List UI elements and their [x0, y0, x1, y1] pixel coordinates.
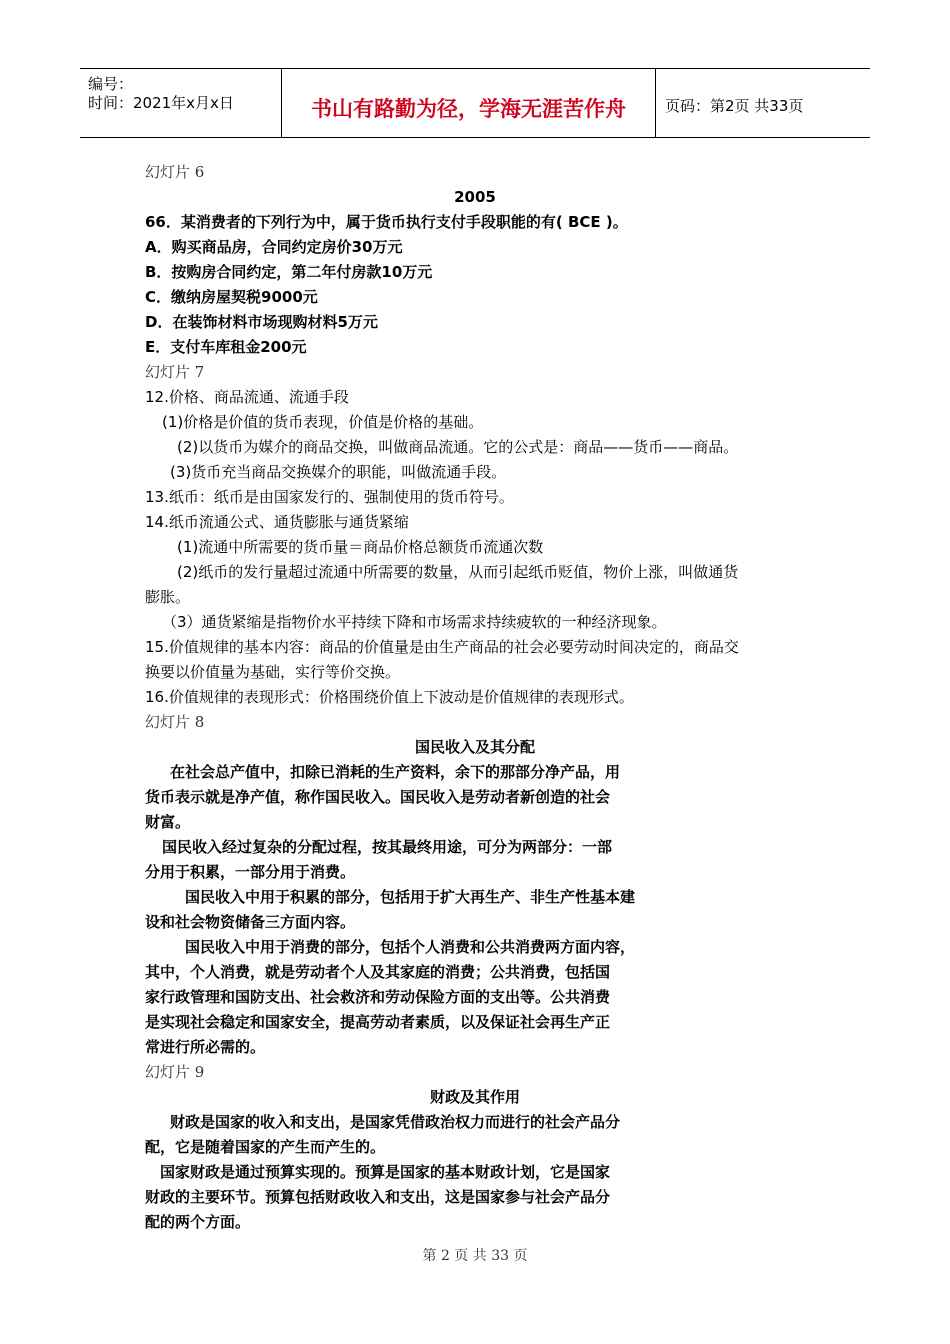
text-line: 换要以价值量为基础，实行等价交换。: [145, 663, 401, 681]
text-line: (2)纸币的发行量超过流通中所需要的数量，从而引起纸币贬值，物价上涨，叫做通货: [177, 563, 739, 581]
motto: 书山有路勤为径，学海无涯苦作舟: [311, 97, 626, 121]
text-line: 16.价值规律的表现形式：价格围绕价值上下波动是价值规律的表现形式。: [145, 688, 634, 706]
document-number: 编号：: [88, 75, 134, 93]
question: 66．某消费者的下列行为中，属于货币执行支付手段职能的有( BCE )。: [145, 213, 628, 231]
text-line: 设和社会物资储备三方面内容。: [145, 913, 356, 931]
document-date: 时间：2021年x月x日: [88, 94, 234, 112]
text-line: 国民收入中用于积累的部分，包括用于扩大再生产、非生产性基本建: [185, 888, 636, 906]
text-line: 15.价值规律的基本内容：商品的价值量是由生产商品的社会必要劳动时间决定的，商品交: [145, 638, 739, 656]
text-line: 分用于积累，一部分用于消费。: [145, 863, 356, 881]
slide-label: 幻灯片 6: [145, 163, 205, 181]
page-info: 页码：第2页 共33页: [665, 97, 804, 115]
text-line: 财富。: [145, 813, 191, 831]
text-line: 其中，个人消费，就是劳动者个人及其家庭的消费；公共消费，包括国: [145, 963, 611, 981]
text-line: (3)货币充当商品交换媒介的职能，叫做流通手段。: [170, 463, 507, 481]
option-e: E．支付车库租金200元: [145, 338, 307, 356]
text-line: (2)以货币为媒介的商品交换，叫做商品流通。它的公式是：商品——货币——商品。: [177, 438, 739, 456]
text-line: 配，它是随着国家的产生而产生的。: [145, 1138, 386, 1156]
year-heading: 2005: [454, 188, 496, 206]
section-title: 国民收入及其分配: [414, 738, 535, 756]
text-line: 国民收入经过复杂的分配过程，按其最终用途，可分为两部分：一部: [162, 838, 613, 856]
header-page-cell: [655, 69, 870, 137]
text-line: 14.纸币流通公式、通货膨胀与通货紧缩: [145, 513, 409, 531]
text-line: 膨胀。: [145, 588, 191, 606]
option-b: B．按购房合同约定，第二年付房款10万元: [145, 263, 433, 281]
section-title: 财政及其作用: [429, 1088, 520, 1106]
page-footer: 第 2 页 共 33 页: [422, 1248, 528, 1264]
text-line: （3）通货紧缩是指物价水平持续下降和市场需求持续疲软的一种经济现象。: [162, 613, 667, 631]
text-line: 货币表示就是净产值，称作国民收入。国民收入是劳动者新创造的社会: [145, 788, 611, 806]
text-line: (1)价格是价值的货币表现，价值是价格的基础。: [162, 413, 484, 431]
text-line: 常进行所必需的。: [145, 1038, 266, 1056]
text-line: 12.价格、商品流通、流通手段: [145, 388, 349, 406]
text-line: 配的两个方面。: [145, 1213, 251, 1231]
header-motto-cell: [281, 69, 656, 137]
header-meta: [80, 69, 281, 137]
text-line: 财政是国家的收入和支出，是国家凭借政治权力而进行的社会产品分: [170, 1113, 621, 1131]
option-d: D．在装饰材料市场现购材料5万元: [145, 313, 378, 331]
text-line: 13.纸币：纸币是由国家发行的、强制使用的货币符号。: [145, 488, 514, 506]
option-a: A．购买商品房，合同约定房价30万元: [145, 238, 403, 256]
text-line: (1)流通中所需要的货币量＝商品价格总额货币流通次数: [177, 538, 544, 556]
text-line: 国民收入中用于消费的部分，包括个人消费和公共消费两方面内容，: [185, 938, 636, 956]
slide-label: 幻灯片 8: [145, 713, 205, 731]
text-line: 家行政管理和国防支出、社会救济和劳动保险方面的支出等。公共消费: [145, 988, 611, 1006]
text-line: 在社会总产值中，扣除已消耗的生产资料，余下的那部分净产品，用: [170, 763, 621, 781]
page-header: [80, 68, 870, 138]
slide-label: 幻灯片 9: [145, 1063, 205, 1081]
option-c: C．缴纳房屋契税9000元: [145, 288, 318, 306]
text-line: 财政的主要环节。预算包括财政收入和支出，这是国家参与社会产品分: [145, 1188, 611, 1206]
text-line: 是实现社会稳定和国家安全，提高劳动者素质，以及保证社会再生产正: [145, 1013, 611, 1031]
text-line: 国家财政是通过预算实现的。预算是国家的基本财政计划，它是国家: [160, 1163, 611, 1181]
slide-label: 幻灯片 7: [145, 363, 205, 381]
